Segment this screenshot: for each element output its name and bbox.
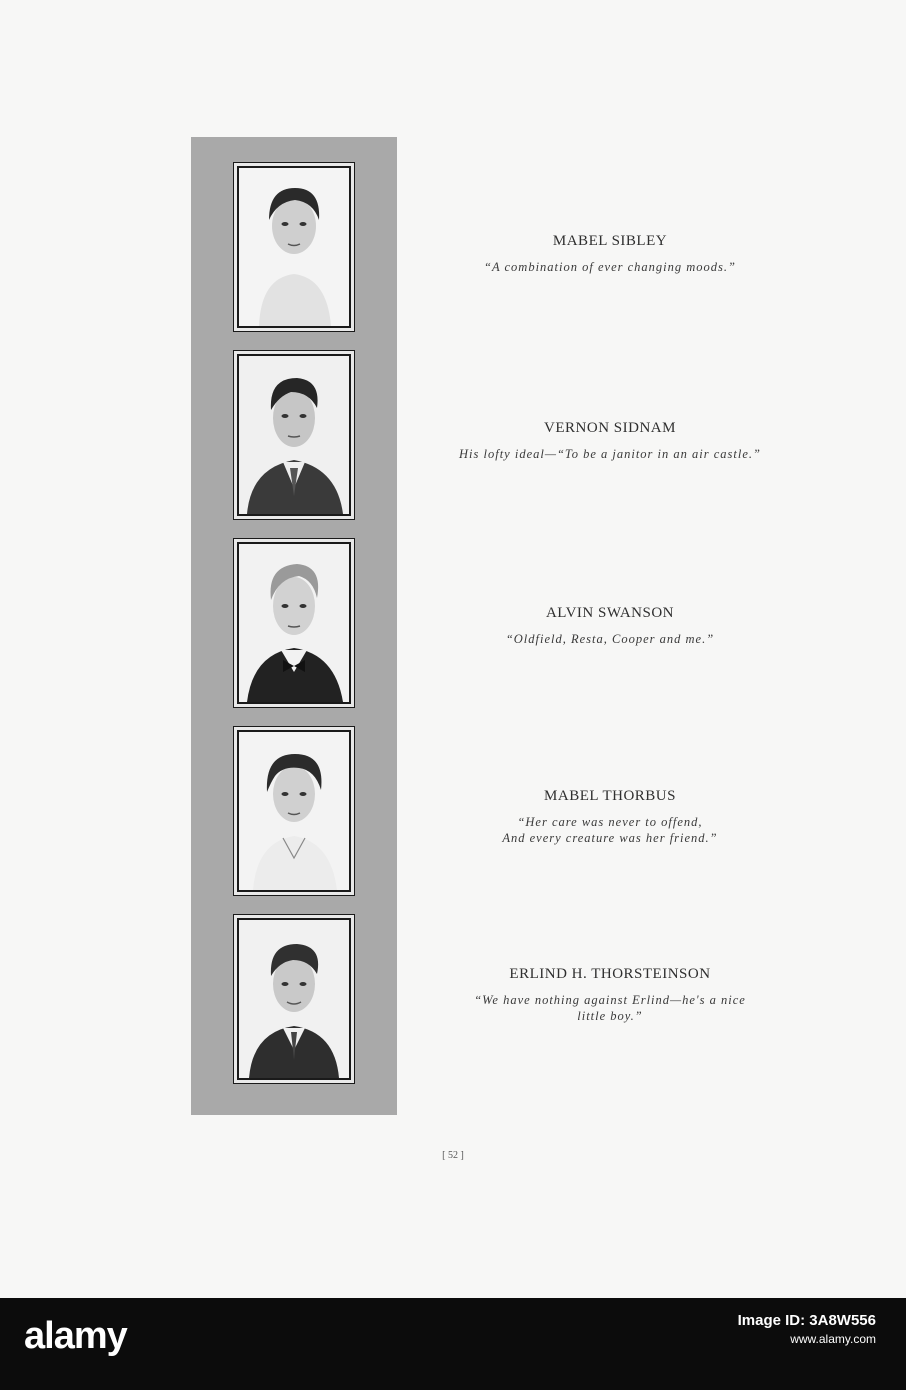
student-name: MABEL THORBUS [544,788,676,804]
portrait-alvin-swanson [233,538,355,708]
page-number: [ 52 ] [442,1150,464,1161]
portrait-erlind-thorsteinson [233,914,355,1084]
image-id: Image ID: 3A8W556 [737,1312,876,1329]
quote-line: little boy.” [577,1009,643,1023]
student-quote: “A combination of ever changing moods.” [484,260,736,274]
quote-line: “Her care was never to offend, [517,815,703,829]
portrait-photo [237,542,351,704]
photo-strip [191,137,397,1115]
portrait-photo [237,166,351,328]
portrait-photo [237,730,351,892]
portrait-vernon-sidnam [233,350,355,520]
quote-line: “We have nothing against Erlind—he's a nice [474,993,746,1007]
student-quote: “Oldfield, Resta, Cooper and me.” [505,632,715,646]
quote-line: And every creature was her friend.” [502,831,718,845]
student-name: ALVIN SWANSON [545,605,675,621]
portrait-photo [237,354,351,516]
entry-vernon-sidnam [420,420,800,462]
watermark-footer [0,1298,906,1390]
student-name: VERNON SIDNAM [544,420,676,436]
site-url: www.alamy.com [790,1332,876,1346]
student-name: ERLIND H. THORSTEINSON [509,966,711,982]
portrait-mabel-thorbus [233,726,355,896]
entry-mabel-thorbus [420,788,800,846]
portrait-photo [237,918,351,1080]
portrait-mabel-sibley [233,162,355,332]
entry-erlind-thorsteinson [420,966,800,1024]
student-quote [420,814,800,846]
entry-mabel-sibley [420,233,800,275]
image-meta [738,1312,876,1346]
student-quote [420,992,800,1024]
entry-alvin-swanson [420,605,800,647]
student-quote: His lofty ideal—“To be a janitor in an air castle.” [459,447,761,461]
student-name: MABEL SIBLEY [552,233,668,249]
brand-logo: alamy [24,1315,127,1357]
